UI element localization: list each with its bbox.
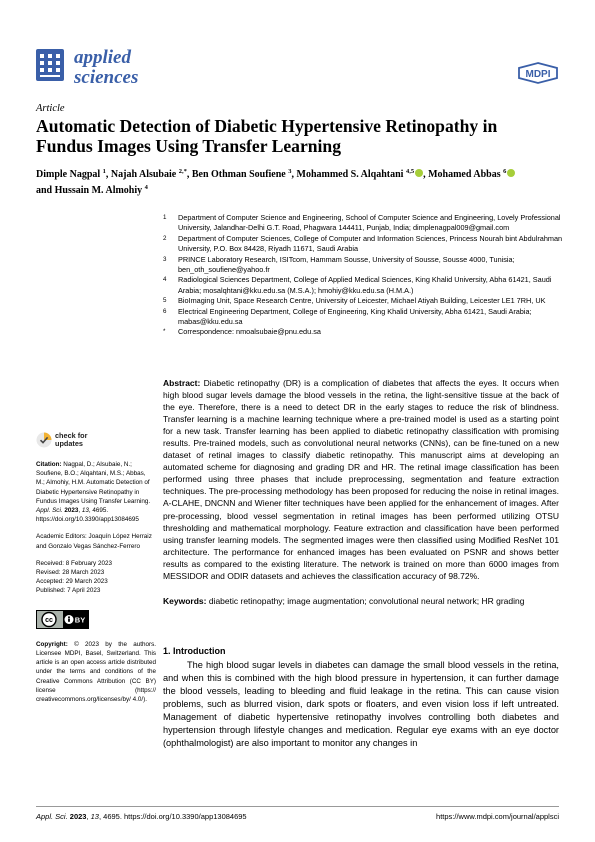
citation-doi-link[interactable]: 4695. https://doi.org/10.3390/app13084695 — [36, 507, 139, 524]
mdpi-logo[interactable] — [517, 62, 559, 84]
affiliations — [163, 213, 563, 338]
author-list: Dimple Nagpal $^1$, Najah Alsubaie $^{2,*}$, Ben Othman Soufiene $^3$, Mohammed S. Alqahtani $^{4,5}$ , Mohamed Abbas $^6$ and Hussain M. Almohiy $^4$ — [36, 167, 566, 198]
mdpi-logo-text: MDPI — [525, 69, 551, 80]
orcid-icon[interactable] — [507, 169, 515, 177]
affiliation-number: 3 — [163, 255, 167, 263]
citation-volume: 13 — [81, 507, 89, 515]
keywords — [163, 596, 559, 607]
affiliation-item — [163, 327, 563, 337]
affiliation-item — [163, 307, 563, 328]
academic-editors: Academic Editors: Joaquín López Herraiz and Gonzalo Vegas Sánchez-Ferrero — [36, 533, 152, 550]
affiliation-item — [163, 275, 563, 296]
correspondence-text: Correspondence: nmoalsubaie@pnu.edu.sa — [178, 327, 321, 337]
footer-journal-link[interactable]: https://www.mdpi.com/journal/applsci — [436, 812, 559, 821]
affiliation-number: 1 — [163, 214, 167, 221]
check-for-updates-icon — [36, 432, 52, 448]
author-name: Najah Alsubaie — [110, 169, 177, 180]
author-affiliation-sup: 4,5 — [405, 168, 415, 175]
journal-logo-icon — [36, 49, 64, 81]
journal-name-line1: applied — [74, 47, 131, 68]
journal-logo[interactable] — [36, 45, 186, 90]
affiliation-text: PRINCE Laboratory Research, ISITcom, Hammam Sousse, University of Sousse, Sousse 4000, Tunisia; ben_oth_soufiene@yahoo.fr — [178, 254, 515, 275]
affiliation-item — [163, 213, 563, 234]
author-affiliation-sup: 2,* — [178, 168, 187, 175]
introduction-paragraph: The high blood sugar levels in diabetes can damage the small blood vessels in the retina, and when this is combined with the high blood pressure in hypertension, it can further damage the blood vessels, leading to bleeding and fluid leakage in the retina. This can cause vision problems, such as blurred vision, dark spots or floaters, and even vision loss if left untreated. Management of diabetic hypertensive retinopathy involves controlling both diabetes and hypertension through lifestyle changes and medication. Regular eye exams with an eye doctor (ophthalmologist) are also important to monitor any changes in — [163, 660, 559, 748]
citation-label: Citation: — [36, 461, 62, 468]
author-affiliation-sup: 1 — [102, 168, 106, 175]
footer-divider — [36, 806, 559, 807]
history-dates — [36, 559, 156, 596]
abstract-text: Diabetic retinopathy (DR) is a complication of diabetes that affects the eyes. It occurs when high blood sugar levels damage the blood vessels in the retina, the light-sensitive tissue at the back of the eye. Therefore, there is a need to detect DR in the early stages to reduce the risk of blindness. Transfer learning is a machine learning technique where a pre-trained model is used as a starting point for a new task. Transfer learning has been applied to diabetic retinopathy classification with promising results. Pre-trained models, such as convolutional neural networks (CNNs), can be fine-tuned on a new dataset of retinal images to classify diabetic retinopathy. This manuscript aims at developing an automated scheme for diagnosing and grading DR and HR. The retinal image classification has been performed using three phases that include preprocessing, segmentation and feature extraction techniques. The pre-processing methodology has been proposed for reducing the noise in retinal images. A-CLAHE, DNCNN and Wiener filter techniques have been applied for the enhancement of images. After pre-processing, blood vessel segmentation in retinal images has been performed utilizing OTSU thresholding and mathematical morphology. Feature extraction and classification have been performed using transfer learning models. The segmented images were then classified using Modified ResNet 101 architecture. The performance for enhanced images has been evaluated on PSNR and shows better results as compared to the existing literature. The network is trained on more than 6000 images from MESSIDOR and ODIR datasets and achieves the classification accuracy of 98.72%. — [163, 378, 559, 581]
affiliation-text: Department of Computer Sciences, College of Computer and Information Sciences, Princess Nourah bint Abdulrahman University, P.O. Box 84428, Riyadh 11671, Saudi Arabia — [178, 233, 563, 254]
section-heading-introduction: 1. Introduction — [163, 646, 226, 656]
author-name: Mohammed S. Alqahtani — [296, 169, 404, 180]
check-updates-line1: check for — [55, 431, 88, 440]
author-affiliation-sup: 3 — [288, 168, 292, 175]
footer-doi-link[interactable]: , 4695. https://doi.org/10.3390/app13084695 — [98, 812, 247, 821]
author-name: Mohamed Abbas — [428, 169, 501, 180]
article-info-sidebar — [36, 430, 156, 704]
citation-block: Citation: Nagpal, D.; Alsubaie, N.; Soufiene, B.O.; Alqahtani, M.S.; Abbas, M.; Almohiy, H.M. Automatic Detection of Diabetic Hypertensive Retinopathy in Fundus Images Using Transfer Learning. Appl. Sci. 2023, 13, 4695. https://doi.org/10.3390/app13084695 — [36, 461, 151, 524]
cc-by-text: BY — [74, 615, 86, 625]
author-name: Hussain M. Almohiy — [54, 184, 143, 196]
affiliation-item — [163, 234, 563, 255]
affiliation-text: Department of Computer Science and Engineering, School of Computer Science and Engineering, Lovely Professional University, Jalandhar-Delhi G.T. Road, Phagwara 144411, Punjab, India; dimplenagpal009@gmail.com — [178, 213, 561, 233]
cc-by-license-icon[interactable] — [36, 610, 89, 629]
affiliation-item — [163, 255, 563, 276]
page-header — [36, 45, 559, 90]
journal-name-line2: sciences — [74, 67, 139, 88]
author-affiliation-sup: 4 — [144, 183, 148, 191]
affiliation-number: 6 — [163, 307, 167, 315]
affiliation-text: Radiological Sciences Department, College of Applied Medical Sciences, King Khalid University, Abha 61421, Saudi Arabia; mosalqhtani@kku.edu.sa (M.S.A.); hmohiy@kku.edu.sa (H.M.A.) — [178, 275, 552, 295]
affiliation-number: 5 — [163, 297, 167, 305]
footer-journal: Appl. Sci. — [36, 812, 68, 821]
received-date: Received: 8 February 2023 — [36, 559, 112, 567]
affiliation-text: BioImaging Unit, Space Research Centre, University of Leicester, Michael Atiyah Building, Leicester LE1 7RH, UK — [178, 296, 546, 306]
orcid-icon[interactable] — [415, 169, 423, 177]
author-name: Dimple Nagpal — [36, 169, 101, 180]
check-for-updates-button[interactable] — [36, 430, 156, 452]
revised-date: Revised: 28 March 2023 — [36, 569, 105, 577]
affiliation-item — [163, 296, 563, 306]
accepted-date: Accepted: 29 March 2023 — [36, 578, 108, 586]
footer-volume: 13 — [90, 812, 99, 821]
cc-icon-text: cc — [45, 616, 53, 624]
copyright-notice — [36, 640, 156, 704]
abstract — [163, 377, 559, 582]
author-affiliation-sup: 6 — [503, 168, 507, 175]
article-title: Automatic Detection of Diabetic Hypertensive Retinopathy in Fundus Images Using Transfer Learning — [36, 116, 498, 156]
author-name: Ben Othman Soufiene — [191, 169, 286, 180]
abstract-label: Abstract: — [163, 378, 201, 388]
affiliation-text: Electrical Engineering Department, College of Engineering, King Khalid University, Abha 61421, Saudi Arabia; mabas@kku.edu.sa — [178, 306, 532, 327]
affiliation-number: 2 — [163, 234, 167, 242]
affiliation-number: 4 — [163, 276, 167, 284]
footer-year: 2023 — [69, 812, 87, 821]
article-type: Article — [36, 103, 65, 114]
citation-text: Nagpal, D.; Alsubaie, N.; Soufiene, B.O.; Alqahtani, M.S.; Abbas, M.; Almohiy, H.M. Automatic Detection of Diabetic Hypertensive Retinopathy in Fundus Images Using Transfer Learning. — [36, 461, 151, 505]
check-updates-line2: updates — [55, 439, 83, 448]
citation-year: 2023 — [64, 507, 79, 515]
citation-journal: Appl. Sci. — [36, 507, 63, 515]
affiliation-number: * — [163, 328, 166, 336]
keywords-text: diabetic retinopathy; image augmentation; convolutional neural network; HR grading — [208, 596, 525, 606]
copyright-text: © 2023 by the authors. Licensee MDPI, Basel, Switzerland. This article is an open access article distributed under the terms and conditions of the Creative Commons Attribution (CC BY) license (https:// creativecommons.org/licenses/by/ 4.0/). — [36, 640, 157, 704]
published-date: Published: 7 April 2023 — [36, 587, 101, 595]
copyright-label: Copyright: — [36, 640, 68, 648]
keywords-label: Keywords: — [163, 596, 207, 606]
footer-citation: Appl. Sci. 2023, 13, 4695. https://doi.org/10.3390/app13084695 — [36, 812, 247, 821]
